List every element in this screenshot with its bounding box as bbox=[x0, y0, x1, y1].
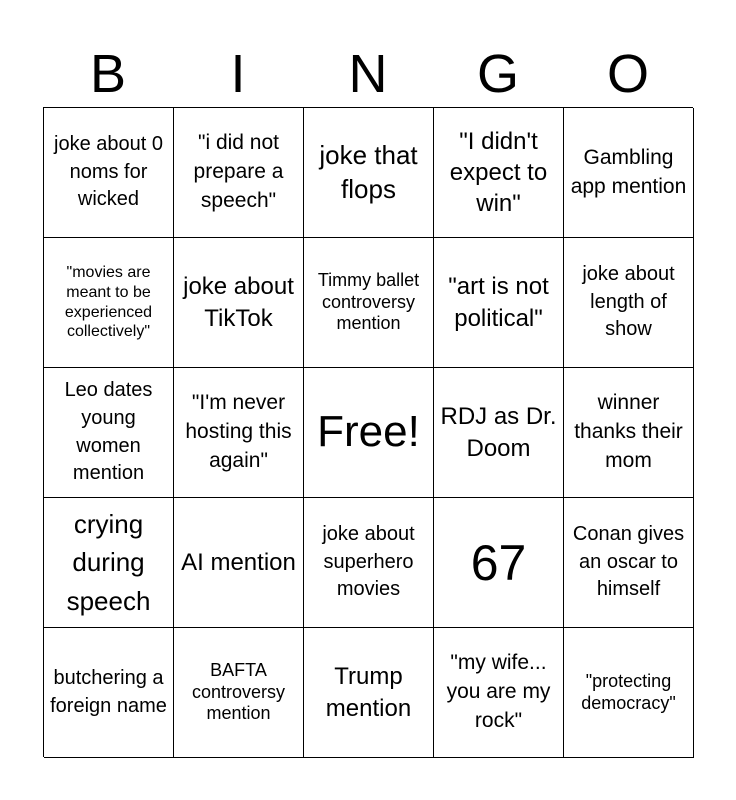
bingo-cell[interactable] bbox=[564, 108, 694, 238]
bingo-cell[interactable] bbox=[174, 498, 304, 628]
bingo-cell[interactable] bbox=[304, 498, 434, 628]
cell-text: butchering a foreign name bbox=[50, 666, 167, 717]
bingo-cell[interactable] bbox=[304, 108, 434, 238]
bingo-cell[interactable] bbox=[434, 368, 564, 498]
bingo-cell[interactable] bbox=[304, 628, 434, 758]
cell-text: Conan gives an oscar to himself bbox=[572, 523, 685, 601]
bingo-cell[interactable] bbox=[174, 108, 304, 238]
bingo-header bbox=[43, 40, 693, 108]
cell-text: winner thanks their mom bbox=[574, 391, 683, 472]
cell-text: "art is not political" bbox=[448, 273, 549, 332]
bingo-cell[interactable] bbox=[174, 628, 304, 758]
bingo-board bbox=[43, 107, 693, 757]
bingo-cell[interactable] bbox=[564, 498, 694, 628]
cell-text: AI mention bbox=[181, 548, 296, 576]
cell-text: joke about superhero movies bbox=[322, 523, 415, 601]
bingo-cell[interactable] bbox=[44, 238, 174, 368]
cell-text: "protecting democracy" bbox=[581, 670, 676, 713]
cell-text: "i did not prepare a speech" bbox=[193, 131, 284, 212]
cell-text: "my wife... you are my rock" bbox=[446, 651, 551, 732]
cell-text: RDJ as Dr. Doom bbox=[440, 403, 557, 462]
bingo-cell[interactable] bbox=[434, 238, 564, 368]
cell-text: 67 bbox=[470, 534, 527, 591]
bingo-cell[interactable] bbox=[44, 108, 174, 238]
bingo-cell[interactable] bbox=[304, 238, 434, 368]
bingo-cell[interactable] bbox=[44, 628, 174, 758]
cell-text: "I didn't expect to win" bbox=[449, 127, 548, 218]
free-space[interactable] bbox=[304, 368, 434, 498]
cell-text: crying during speech bbox=[66, 509, 151, 616]
bingo-cell[interactable] bbox=[564, 628, 694, 758]
header-letter-n: N bbox=[348, 44, 388, 104]
bingo-cell[interactable] bbox=[564, 368, 694, 498]
bingo-cell[interactable] bbox=[44, 498, 174, 628]
cell-text: Timmy ballet controversy mention bbox=[317, 269, 420, 334]
cell-text: BAFTA controversy mention bbox=[191, 659, 286, 724]
cell-text: joke that flops bbox=[319, 139, 418, 204]
cell-text: joke about TikTok bbox=[183, 273, 294, 332]
bingo-cell[interactable] bbox=[174, 368, 304, 498]
bingo-cell[interactable] bbox=[564, 238, 694, 368]
cell-text: joke about 0 noms for wicked bbox=[54, 133, 163, 211]
header-letter-o: O bbox=[606, 44, 649, 104]
cell-text: Gambling app mention bbox=[570, 145, 687, 198]
bingo-cell[interactable] bbox=[434, 628, 564, 758]
cell-text: "movies are meant to be experienced collectively" bbox=[64, 264, 153, 341]
bingo-cell[interactable] bbox=[434, 108, 564, 238]
cell-text: joke about length of show bbox=[582, 263, 675, 341]
bingo-cell[interactable] bbox=[434, 498, 564, 628]
header-letter-g: G bbox=[476, 44, 519, 104]
bingo-cell[interactable] bbox=[174, 238, 304, 368]
cell-text: Trump mention bbox=[325, 663, 412, 722]
cell-text: "I'm never hosting this again" bbox=[185, 391, 292, 472]
cell-text: Leo dates young women mention bbox=[64, 379, 153, 485]
header-letter-i: I bbox=[230, 44, 246, 104]
bingo-cell[interactable] bbox=[44, 368, 174, 498]
cell-text: Free! bbox=[317, 407, 420, 457]
header-letter-b: B bbox=[89, 44, 127, 104]
